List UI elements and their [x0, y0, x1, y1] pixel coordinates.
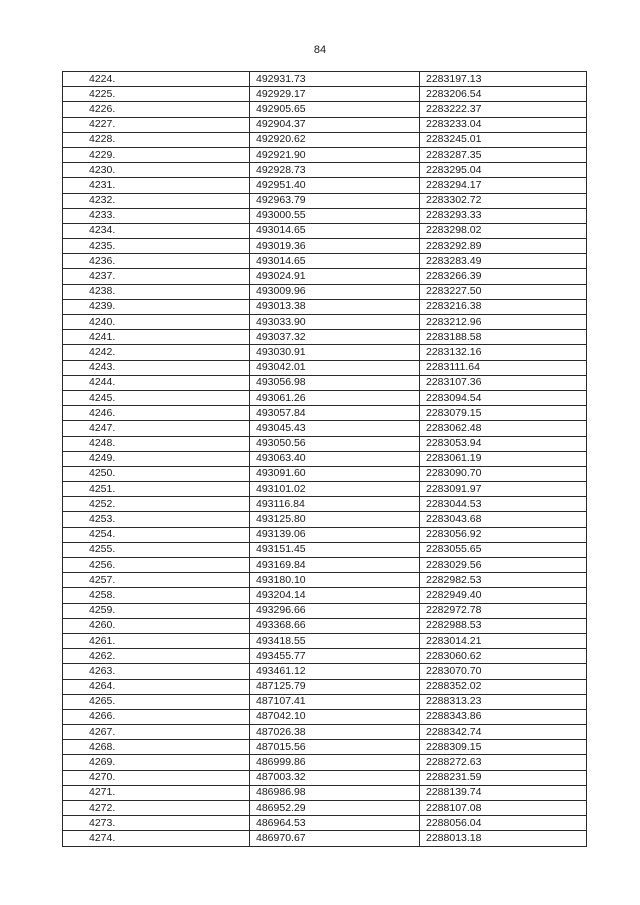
point-number-cell: 4230. — [63, 163, 250, 178]
point-number-cell: 4258. — [63, 588, 250, 603]
y-coordinate-cell: 2282982.53 — [420, 573, 587, 588]
y-coordinate-cell: 2283216.38 — [420, 299, 587, 314]
y-coordinate-cell: 2283283.49 — [420, 254, 587, 269]
point-number-cell: 4237. — [63, 269, 250, 284]
table-row — [63, 649, 587, 664]
y-coordinate-cell: 2288013.18 — [420, 831, 587, 846]
x-coordinate-cell: 486952.29 — [250, 801, 420, 816]
y-coordinate-cell: 2282988.53 — [420, 618, 587, 633]
point-number-cell: 4229. — [63, 147, 250, 162]
point-number-cell: 4239. — [63, 299, 250, 314]
table-row — [63, 588, 587, 603]
table-row — [63, 497, 587, 512]
y-coordinate-cell: 2283233.04 — [420, 117, 587, 132]
table-row — [63, 466, 587, 481]
point-number-cell: 4245. — [63, 390, 250, 405]
x-coordinate-cell: 487003.32 — [250, 770, 420, 785]
x-coordinate-cell: 487026.38 — [250, 725, 420, 740]
table-row — [63, 542, 587, 557]
x-coordinate-cell: 493461.12 — [250, 664, 420, 679]
y-coordinate-cell: 2283293.33 — [420, 208, 587, 223]
table-row — [63, 785, 587, 800]
point-number-cell: 4244. — [63, 375, 250, 390]
y-coordinate-cell: 2283292.89 — [420, 239, 587, 254]
table-row — [63, 390, 587, 405]
point-number-cell: 4236. — [63, 254, 250, 269]
y-coordinate-cell: 2283107.36 — [420, 375, 587, 390]
point-number-cell: 4255. — [63, 542, 250, 557]
table-row — [63, 117, 587, 132]
y-coordinate-cell: 2283227.50 — [420, 284, 587, 299]
y-coordinate-cell: 2283245.01 — [420, 132, 587, 147]
point-number-cell: 4228. — [63, 132, 250, 147]
table-row — [63, 770, 587, 785]
table-row — [63, 163, 587, 178]
point-number-cell: 4257. — [63, 573, 250, 588]
y-coordinate-cell: 2283298.02 — [420, 223, 587, 238]
table-row — [63, 679, 587, 694]
x-coordinate-cell: 493125.80 — [250, 512, 420, 527]
point-number-cell: 4250. — [63, 466, 250, 481]
point-number-cell: 4234. — [63, 223, 250, 238]
point-number-cell: 4268. — [63, 740, 250, 755]
x-coordinate-cell: 493116.84 — [250, 497, 420, 512]
point-number-cell: 4253. — [63, 512, 250, 527]
table-row — [63, 239, 587, 254]
x-coordinate-cell: 493000.55 — [250, 208, 420, 223]
x-coordinate-cell: 493009.96 — [250, 284, 420, 299]
table-row — [63, 482, 587, 497]
x-coordinate-cell: 493057.84 — [250, 406, 420, 421]
y-coordinate-cell: 2288343.86 — [420, 709, 587, 724]
point-number-cell: 4269. — [63, 755, 250, 770]
y-coordinate-cell: 2283070.70 — [420, 664, 587, 679]
table-row — [63, 633, 587, 648]
y-coordinate-cell: 2283302.72 — [420, 193, 587, 208]
point-number-cell: 4235. — [63, 239, 250, 254]
x-coordinate-cell: 493033.90 — [250, 315, 420, 330]
x-coordinate-cell: 492920.62 — [250, 132, 420, 147]
x-coordinate-cell: 493050.56 — [250, 436, 420, 451]
x-coordinate-cell: 487125.79 — [250, 679, 420, 694]
point-number-cell: 4248. — [63, 436, 250, 451]
point-number-cell: 4226. — [63, 102, 250, 117]
table-row — [63, 801, 587, 816]
table-row — [63, 816, 587, 831]
y-coordinate-cell: 2283091.97 — [420, 482, 587, 497]
y-coordinate-cell: 2283060.62 — [420, 649, 587, 664]
table-row — [63, 755, 587, 770]
y-coordinate-cell: 2288352.02 — [420, 679, 587, 694]
y-coordinate-cell: 2288309.15 — [420, 740, 587, 755]
table-row — [63, 527, 587, 542]
x-coordinate-cell: 493045.43 — [250, 421, 420, 436]
table-row — [63, 375, 587, 390]
y-coordinate-cell: 2288272.63 — [420, 755, 587, 770]
x-coordinate-cell: 493169.84 — [250, 558, 420, 573]
x-coordinate-cell: 493037.32 — [250, 330, 420, 345]
y-coordinate-cell: 2283029.56 — [420, 558, 587, 573]
x-coordinate-cell: 493063.40 — [250, 451, 420, 466]
point-number-cell: 4238. — [63, 284, 250, 299]
table-row — [63, 603, 587, 618]
table-row — [63, 558, 587, 573]
x-coordinate-cell: 493042.01 — [250, 360, 420, 375]
y-coordinate-cell: 2283056.92 — [420, 527, 587, 542]
point-number-cell: 4259. — [63, 603, 250, 618]
page-number: 84 — [313, 44, 327, 56]
y-coordinate-cell: 2282972.78 — [420, 603, 587, 618]
table-row — [63, 451, 587, 466]
table-row — [63, 345, 587, 360]
point-number-cell: 4243. — [63, 360, 250, 375]
point-number-cell: 4251. — [63, 482, 250, 497]
table-row — [63, 87, 587, 102]
y-coordinate-cell: 2283062.48 — [420, 421, 587, 436]
x-coordinate-cell: 493418.55 — [250, 633, 420, 648]
point-number-cell: 4225. — [63, 87, 250, 102]
y-coordinate-cell: 2283188.58 — [420, 330, 587, 345]
point-number-cell: 4272. — [63, 801, 250, 816]
table-row — [63, 573, 587, 588]
table-row — [63, 284, 587, 299]
y-coordinate-cell: 2283111.64 — [420, 360, 587, 375]
table-row — [63, 664, 587, 679]
x-coordinate-cell: 492951.40 — [250, 178, 420, 193]
y-coordinate-cell: 2283053.94 — [420, 436, 587, 451]
table-row — [63, 618, 587, 633]
table-row — [63, 725, 587, 740]
x-coordinate-cell: 486986.98 — [250, 785, 420, 800]
table-row — [63, 269, 587, 284]
point-number-cell: 4247. — [63, 421, 250, 436]
y-coordinate-cell: 2283287.35 — [420, 147, 587, 162]
x-coordinate-cell: 493014.65 — [250, 223, 420, 238]
x-coordinate-cell: 493101.02 — [250, 482, 420, 497]
point-number-cell: 4240. — [63, 315, 250, 330]
y-coordinate-cell: 2283094.54 — [420, 390, 587, 405]
table-row — [63, 254, 587, 269]
y-coordinate-cell: 2283079.15 — [420, 406, 587, 421]
y-coordinate-cell: 2283061.19 — [420, 451, 587, 466]
x-coordinate-cell: 486999.86 — [250, 755, 420, 770]
point-number-cell: 4254. — [63, 527, 250, 542]
y-coordinate-cell: 2283044.53 — [420, 497, 587, 512]
x-coordinate-cell: 493204.14 — [250, 588, 420, 603]
x-coordinate-cell: 493180.10 — [250, 573, 420, 588]
x-coordinate-cell: 492905.65 — [250, 102, 420, 117]
point-number-cell: 4273. — [63, 816, 250, 831]
y-coordinate-cell: 2283222.37 — [420, 102, 587, 117]
x-coordinate-cell: 492921.90 — [250, 147, 420, 162]
table-row — [63, 299, 587, 314]
point-number-cell: 4262. — [63, 649, 250, 664]
y-coordinate-cell: 2283014.21 — [420, 633, 587, 648]
y-coordinate-cell: 2283266.39 — [420, 269, 587, 284]
y-coordinate-cell: 2283197.13 — [420, 72, 587, 87]
table-row — [63, 132, 587, 147]
x-coordinate-cell: 493030.91 — [250, 345, 420, 360]
y-coordinate-cell: 2283212.96 — [420, 315, 587, 330]
x-coordinate-cell: 493091.60 — [250, 466, 420, 481]
table-row — [63, 315, 587, 330]
point-number-cell: 4270. — [63, 770, 250, 785]
point-number-cell: 4264. — [63, 679, 250, 694]
x-coordinate-cell: 487015.56 — [250, 740, 420, 755]
point-number-cell: 4242. — [63, 345, 250, 360]
point-number-cell: 4246. — [63, 406, 250, 421]
table-row — [63, 512, 587, 527]
x-coordinate-cell: 493019.36 — [250, 239, 420, 254]
point-number-cell: 4252. — [63, 497, 250, 512]
x-coordinate-cell: 492904.37 — [250, 117, 420, 132]
table-row — [63, 831, 587, 846]
x-coordinate-cell: 486970.67 — [250, 831, 420, 846]
y-coordinate-cell: 2283055.65 — [420, 542, 587, 557]
point-number-cell: 4267. — [63, 725, 250, 740]
point-number-cell: 4231. — [63, 178, 250, 193]
x-coordinate-cell: 493368.66 — [250, 618, 420, 633]
table-row — [63, 330, 587, 345]
x-coordinate-cell: 493455.77 — [250, 649, 420, 664]
x-coordinate-cell: 492928.73 — [250, 163, 420, 178]
y-coordinate-cell: 2288342.74 — [420, 725, 587, 740]
x-coordinate-cell: 493024.91 — [250, 269, 420, 284]
table-row — [63, 223, 587, 238]
point-number-cell: 4227. — [63, 117, 250, 132]
point-number-cell: 4233. — [63, 208, 250, 223]
x-coordinate-cell: 492931.73 — [250, 72, 420, 87]
x-coordinate-cell: 493014.65 — [250, 254, 420, 269]
table-row — [63, 72, 587, 87]
point-number-cell: 4256. — [63, 558, 250, 573]
table-row — [63, 694, 587, 709]
table-row — [63, 193, 587, 208]
x-coordinate-cell: 493013.38 — [250, 299, 420, 314]
table-row — [63, 421, 587, 436]
y-coordinate-cell: 2288139.74 — [420, 785, 587, 800]
table-row — [63, 178, 587, 193]
y-coordinate-cell: 2283295.04 — [420, 163, 587, 178]
x-coordinate-cell: 486964.53 — [250, 816, 420, 831]
table-row — [63, 102, 587, 117]
table-row — [63, 360, 587, 375]
x-coordinate-cell: 493296.66 — [250, 603, 420, 618]
point-number-cell: 4263. — [63, 664, 250, 679]
y-coordinate-cell: 2283090.70 — [420, 466, 587, 481]
point-number-cell: 4274. — [63, 831, 250, 846]
y-coordinate-cell: 2282949.40 — [420, 588, 587, 603]
table-row — [63, 740, 587, 755]
x-coordinate-cell: 493139.06 — [250, 527, 420, 542]
x-coordinate-cell: 487042.10 — [250, 709, 420, 724]
point-number-cell: 4224. — [63, 72, 250, 87]
y-coordinate-cell: 2288231.59 — [420, 770, 587, 785]
table-row — [63, 436, 587, 451]
coordinates-table-body — [63, 72, 587, 847]
x-coordinate-cell: 492963.79 — [250, 193, 420, 208]
y-coordinate-cell: 2283043.68 — [420, 512, 587, 527]
y-coordinate-cell: 2283206.54 — [420, 87, 587, 102]
coordinates-table — [62, 71, 587, 847]
point-number-cell: 4265. — [63, 694, 250, 709]
y-coordinate-cell: 2288107.08 — [420, 801, 587, 816]
point-number-cell: 4266. — [63, 709, 250, 724]
y-coordinate-cell: 2288313.23 — [420, 694, 587, 709]
point-number-cell: 4241. — [63, 330, 250, 345]
x-coordinate-cell: 493056.98 — [250, 375, 420, 390]
table-row — [63, 147, 587, 162]
point-number-cell: 4271. — [63, 785, 250, 800]
table-row — [63, 406, 587, 421]
table-row — [63, 208, 587, 223]
point-number-cell: 4232. — [63, 193, 250, 208]
y-coordinate-cell: 2283132.16 — [420, 345, 587, 360]
point-number-cell: 4249. — [63, 451, 250, 466]
point-number-cell: 4261. — [63, 633, 250, 648]
point-number-cell: 4260. — [63, 618, 250, 633]
x-coordinate-cell: 492929.17 — [250, 87, 420, 102]
y-coordinate-cell: 2288056.04 — [420, 816, 587, 831]
y-coordinate-cell: 2283294.17 — [420, 178, 587, 193]
table-row — [63, 709, 587, 724]
x-coordinate-cell: 493061.26 — [250, 390, 420, 405]
x-coordinate-cell: 487107.41 — [250, 694, 420, 709]
x-coordinate-cell: 493151.45 — [250, 542, 420, 557]
